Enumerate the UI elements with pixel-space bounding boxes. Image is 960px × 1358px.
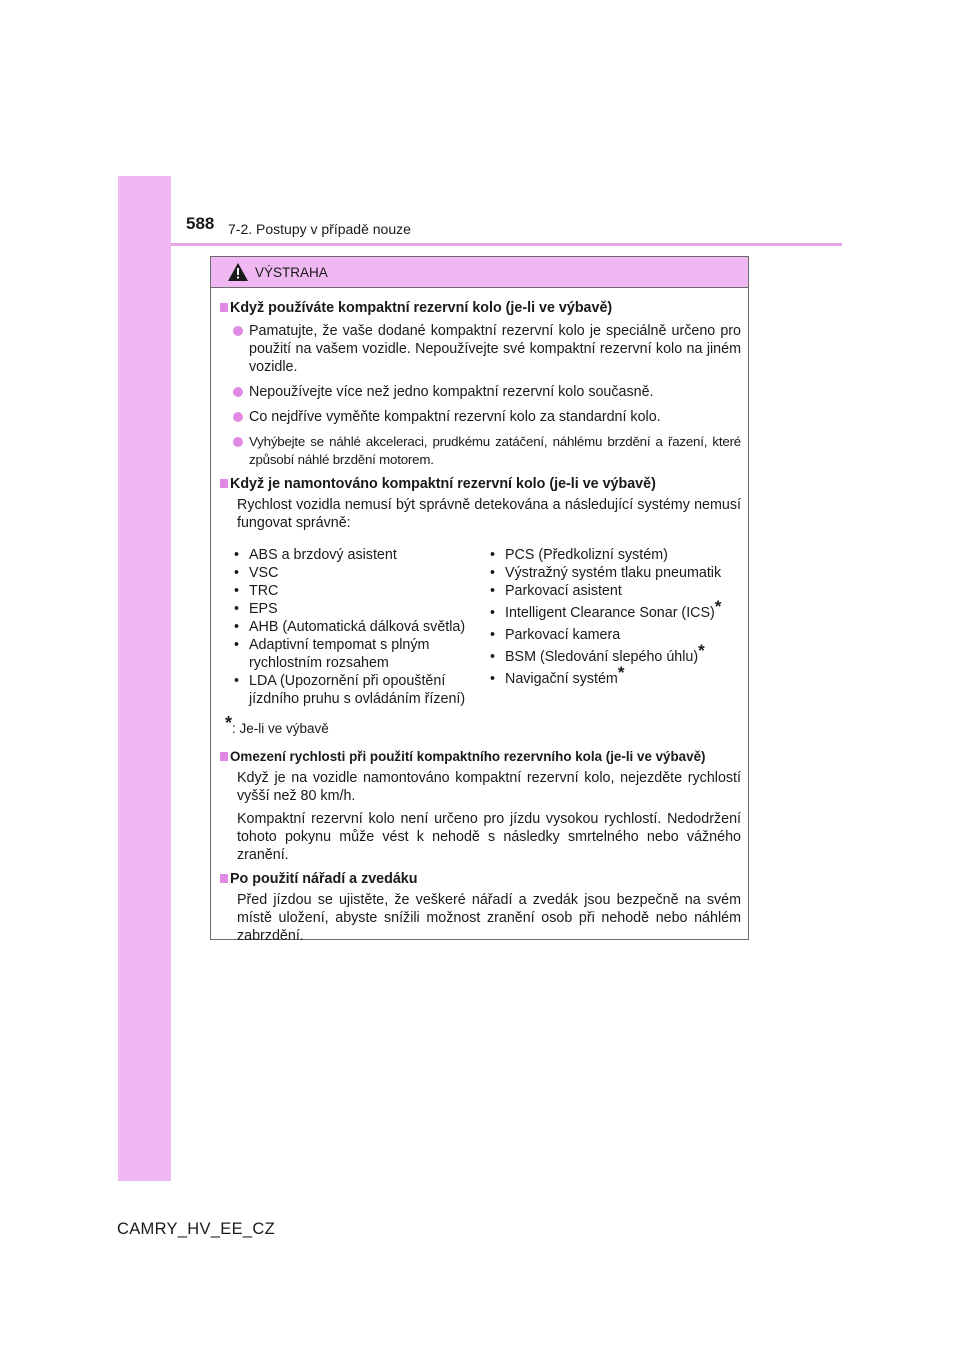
section-heading: Po použití nářadí a zvedáku [218,870,741,888]
list-item: Vyhýbejte se náhlé akceleraci, prudkému zatáčení, náhlému brzdění a řazení, které způsobí náhlé brzdění motorem. [218,433,741,469]
section-title: 7-2. Postupy v případě nouze [228,221,411,237]
list-item: • Výstražný systém tlaku pneumatik [485,564,741,582]
list-item: • VSC [229,564,485,582]
document-code: CAMRY_HV_EE_CZ [117,1220,275,1238]
paragraph: Když je na vozidle namontováno kompaktní rezervní kolo, nejezděte rychlostí vyšší než 80 km/h. [237,770,741,804]
list-item: Nepoužívejte více než jedno kompaktní rezervní kolo současně. [218,383,741,401]
list-item: • BSM (Sledování slepého úhlu)* [485,648,741,666]
square-bullet-icon [220,303,228,312]
round-bullet-icon [233,387,243,397]
list-item: Pamatujte, že vaše dodané kompaktní rezervní kolo je speciálně určeno pro použití na vašem vozidle. Nepoužívejte své kompaktní rezervní kolo na jiném vozidle. [218,322,741,376]
page-number: 588 [186,214,215,233]
footnote-star: * [698,641,705,660]
affected-systems-columns [218,546,741,708]
list-item: • AHB (Automatická dálková světla) [229,618,485,636]
footnote-star: * [714,597,722,616]
header-rule [171,243,842,246]
paragraph: Před jízdou se ujistěte, že veškeré nářadí a zvedák jsou bezpečně na svém místě uložení, abyste snížili možnost zranění osob při nehodě nebo náhlém zabrzdění. [237,892,741,944]
warning-body [211,287,748,945]
paragraph: Rychlost vozidla nemusí být správně detekována a následující systémy nemusí fungovat správně: [237,497,741,531]
square-bullet-icon [220,874,228,883]
square-bullet-icon [220,479,228,488]
paragraph: Kompaktní rezervní kolo není určeno pro jízdu vysokou rychlostí. Nedodržení tohoto pokynu může vést k nehodě s následky smrtelného nebo vážného zranění. [237,811,741,863]
square-bullet-icon [220,752,228,761]
list-item: • ABS a brzdový asistent [229,546,485,564]
side-tab-bar [118,176,171,1181]
warning-box [210,256,749,944]
round-bullet-icon [233,326,243,336]
list-item: • PCS (Předkolizní systém) [485,546,741,564]
warning-header [211,257,748,288]
section-heading: Když používáte kompaktní rezervní kolo (je-li ve výbavě) [218,299,741,317]
systems-right-column [485,546,741,708]
round-bullet-icon [233,437,243,447]
list-item: • Adaptivní tempomat s plným rychlostním rozsahem [229,636,485,672]
list-item: • Navigační systém* [485,670,741,688]
list-item: • Parkovací kamera [485,626,741,644]
footnote-star: * [225,713,233,733]
footnote-star: * [617,663,625,682]
list-item: • Intelligent Clearance Sonar (ICS)* [485,604,741,622]
footnote: *: Je-li ve výbavě [225,713,329,736]
list-item: • LDA (Upozornění při opouštění jízdního pruhu s ovládáním řízení) [229,672,485,708]
section-heading: Když je namontováno kompaktní rezervní kolo (je-li ve výbavě) [218,475,741,493]
round-bullet-icon [233,412,243,422]
warning-title: VÝSTRAHA [255,265,328,280]
warning-triangle-icon [228,263,248,281]
section-heading: Omezení rychlosti při použití kompaktního rezervního kola (je-li ve výbavě) [218,748,741,766]
list-item: • Parkovací asistent [485,582,741,600]
list-item: • TRC [229,582,485,600]
list-item: • EPS [229,600,485,618]
list-item: Co nejdříve vyměňte kompaktní rezervní kolo za standardní kolo. [218,408,741,426]
systems-left-column [229,546,485,708]
